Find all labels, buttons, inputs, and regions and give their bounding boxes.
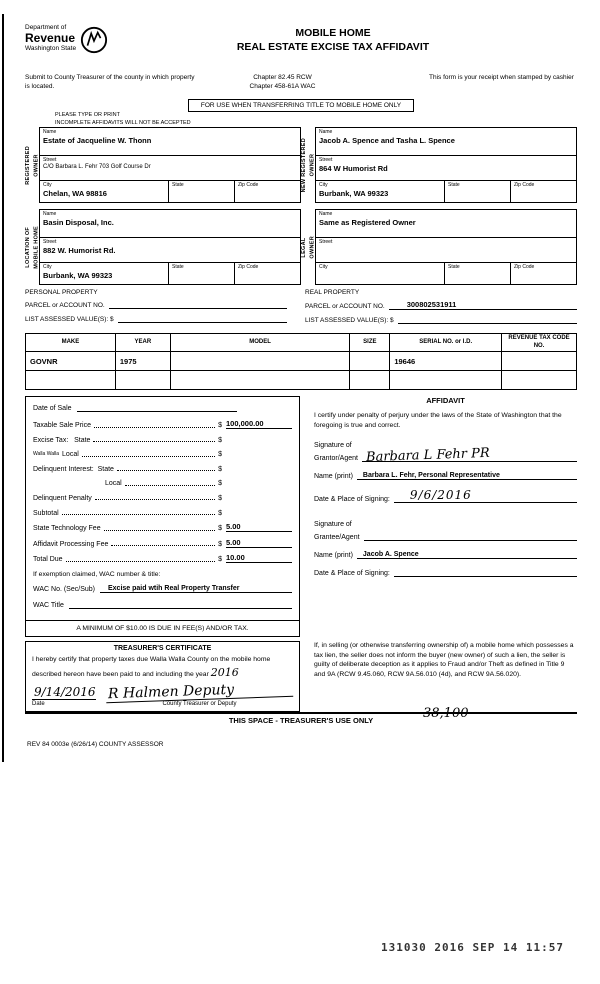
location-city: Burbank, WA 99323 [43,271,113,280]
table-row [26,371,577,390]
cell-year: 1975 [115,352,170,371]
name-print-label: Name (print) [314,552,353,560]
fee-amount: 5.00 [226,538,292,548]
dotted-leader [111,545,215,546]
mobile-home-location-section [25,209,301,285]
signature-of-label: Signature of [314,442,352,450]
treasurer-date-handwriting: 9/14/2016 [34,684,96,699]
owner-sections [25,127,577,285]
grantee-name-underline [357,549,577,559]
dotted-leader [66,561,216,562]
real-property-title: REAL PROPERTY [305,289,360,296]
fee-amount [226,493,292,502]
legal-owner-box [315,209,577,285]
legal-owner-section [301,209,577,285]
city-state-zip-row [316,263,576,284]
new-registered-owner-box [315,127,577,203]
dor-logo-icon [80,26,108,54]
treasurer-signer-cell [106,683,293,707]
real-parcel-underline [389,300,577,310]
dollar-sign: $ [218,480,222,488]
fee-label: Total Due [33,556,63,564]
header-make: MAKE [26,334,116,352]
state-label: State [448,264,460,270]
receipt-note: This form is your receipt when stamped by cashier [429,74,574,81]
grantor-signature-underline [362,445,577,466]
city-field [316,263,444,284]
zip-label: Zip Code [238,264,259,270]
street-field [316,238,576,263]
fee-label: Taxable Sale Price [33,422,91,429]
registered-owner-section [25,127,301,203]
city-field [316,181,444,202]
wac-number-value: Excise paid wtih Real Property Transfer [107,584,240,592]
treasurer-use-only-strip [25,706,577,725]
grantee-agent-label: Grantee/Agent [314,534,360,542]
fee-amount: 10.00 [226,553,292,563]
date-of-sale-blank [77,403,237,412]
location-street: 882 W. Humorist Rd. [43,246,116,255]
location-name: Basin Disposal, Inc. [43,218,114,227]
dollar-sign: $ [218,509,222,517]
fee-line-excise-state [33,435,292,444]
grantor-signature-handwriting: Barbara L Fehr PR [365,445,490,466]
treasurer-signature-handwriting: R Halmen Deputy [106,680,293,704]
name-field [40,128,300,156]
dotted-leader [93,441,215,442]
instructions-row [25,74,577,92]
street-label: Street [319,157,333,163]
fee-amount [226,508,292,517]
side-label-line1: REGISTERED [24,145,31,185]
location-box [39,209,301,285]
street-field [40,238,300,263]
city-label: City [43,182,52,188]
zip-field [510,181,576,202]
side-label-line1: LOCATION OF [24,226,31,268]
cell-size [350,371,390,390]
street-field [40,156,300,181]
header-year: YEAR [115,334,170,352]
fee-line-delinquent-interest-local [33,478,292,487]
chapter-wac: Chapter 458-61A WAC [249,82,316,90]
parcel-section [25,289,577,329]
cell-model [170,371,350,390]
name-field [316,210,576,238]
state-label: State [172,182,184,188]
dollar-sign: $ [218,465,222,473]
city-state-zip-row [40,263,300,284]
dollar-sign: $ [218,556,222,564]
form-title-line1: MOBILE HOME [295,27,371,39]
city-field [40,263,168,284]
real-property-block [301,289,577,329]
zip-field [234,181,300,202]
personal-property-title: PERSONAL PROPERTY [25,289,98,296]
fee-amount [226,449,292,458]
dotted-leader [82,456,215,457]
grantee-signature-underline [364,531,577,541]
signature-of-label: Signature of [314,521,352,529]
grantor-agent-label: Grantor/Agent [314,455,358,463]
fee-amount: 100,000.00 [226,419,292,429]
exemption-note: If exemption claimed, WAC number & title: [33,570,161,578]
table-row [26,352,577,371]
real-parcel-number: 300802531911 [406,300,457,309]
fee-label: Affidavit Processing Fee [33,540,109,548]
new-registered-owner-street: 864 W Humorist Rd [319,164,388,173]
fee-line-state-technology-fee [33,522,292,532]
fee-label: Excise Tax: State [33,436,91,444]
registered-owner-city: Chelan, WA 98816 [43,189,107,198]
header-size: SIZE [350,334,390,352]
name-field [316,128,576,156]
treasurer-use-only-label: THIS SPACE - TREASURER'S USE ONLY [228,716,374,725]
minimum-fee-notice: A MINIMUM OF $10.00 IS DUE IN FEE(S) AND/OR TAX. [26,620,299,636]
wac-title-label: WAC Title [33,601,64,609]
side-label-line2: OWNER [309,235,315,259]
fee-label: Local [62,451,79,459]
wac-number-underline [100,583,292,593]
scan-edge-line [2,14,4,762]
new-registered-owner-section [301,127,577,203]
city-field [40,181,168,202]
county-name-prefix: Walla Walla [33,451,60,458]
fee-line-total-due [33,553,292,563]
real-parcel-line [305,300,577,310]
name-field [40,210,300,238]
grantee-date-place-line [314,567,577,577]
legal-owner-side-label [301,209,315,285]
registered-owner-street: C/O Barbara L. Fehr 703 Golf Course Dr [43,164,151,170]
date-of-sale-line [33,403,292,412]
grantee-printed-name: Jacob A. Spence [362,551,419,559]
form-revision-note: REV 84 0003e (6/26/14) COUNTY ASSESSOR [27,741,164,748]
dotted-leader [125,485,215,486]
mobile-home-table [25,333,577,390]
fee-label: Delinquent Interest: State [33,465,114,473]
city-label: City [319,182,328,188]
street-label: Street [43,157,57,163]
personal-assessed-blank [118,314,287,323]
form-header [25,24,577,54]
fee-amount: 5.00 [226,522,292,532]
county-treasurer-label: County Treasurer or Deputy [162,700,237,707]
zip-label: Zip Code [238,182,259,188]
street-label: Street [43,239,57,245]
grantee-name-line [314,549,577,559]
dollar-sign: $ [218,494,222,502]
side-label-line1: NEW REGISTERED [300,137,307,193]
chapter-rcw: Chapter 82.45 RCW [253,74,312,81]
fee-label: Delinquent Penalty [33,494,92,502]
city-state-zip-row [40,181,300,202]
new-registered-owner-side-label [301,127,315,203]
received-date-stamp: 131030 2016 SEP 14 11:57 [381,941,564,954]
fee-amount [226,435,292,444]
date-of-sale-label: Date of Sale [33,405,72,412]
wac-title-line [33,599,292,609]
cell-size [350,352,390,371]
date-place-label: Date & Place of Signing: [314,570,390,578]
header-serial: SERIAL NO. or I.D. [390,334,502,352]
street-label: Street [319,239,333,245]
street-field [316,156,576,181]
cell-model [170,352,350,371]
fee-line-delinquent-penalty [33,493,292,502]
wac-number-label: WAC No. (Sec/Sub) [33,585,95,593]
use-box-row [25,94,577,112]
cell-serial: 19646 [390,352,502,371]
form-title [175,24,577,54]
affidavit-title: AFFIDAVIT [426,396,465,405]
tax-lien-warning: If, in selling (or otherwise transferring ownership of) a mobile home which possesses a tax lien, the seller does not inform the buyer (new owner) of such a lien, the seller is guilty of deliberate deception as it applies to Fraud and/or Theft as defined in Title 9 and 9A (RCW 9.45.060, RCW 9A.56.010 (4d), and RCW 9A.56.020). [314,642,574,678]
city-label: City [43,264,52,270]
washington-state-label: Washington State [25,45,77,52]
bottom-columns [25,641,577,712]
personal-property-block [25,289,301,329]
main-columns [25,396,577,637]
state-field [444,181,510,202]
fee-amount [226,478,292,487]
dollar-sign: $ [218,525,222,533]
grantee-date-underline [394,567,577,577]
state-field [168,263,234,284]
fee-line-local [33,449,292,458]
registered-owner-box [39,127,301,203]
dotted-leader [95,499,215,500]
treasurers-certificate-title: TREASURER'S CERTIFICATE [113,645,212,652]
header-model: MODEL [170,334,350,352]
print-notes [55,111,191,128]
treasurers-certify-body: I hereby certify that property taxes due Walla Walla County on the mobile home described hereon have been paid to and including the year [32,656,271,678]
treasurer-signature-row [32,683,293,707]
city-label: City [319,264,328,270]
personal-assessed-line [25,314,287,323]
grantor-date-underline [394,488,577,503]
wac-number-line [33,583,292,593]
grantor-date-handwriting: 9/6/2016 [409,488,472,503]
state-field [168,181,234,202]
dept-of-label: Department of [25,24,67,31]
real-assessed-line [305,315,577,324]
state-field [444,263,510,284]
fee-amount [226,464,292,473]
dollar-sign: $ [218,422,222,429]
table-header-row [26,334,577,352]
date-place-label: Date & Place of Signing: [314,496,390,504]
dotted-leader [104,530,216,531]
grantor-name-line [314,470,577,480]
treasurers-certificate [25,641,300,712]
cell-revenue-code [502,352,577,371]
please-type-note: PLEASE TYPE OR PRINT [55,112,121,118]
dotted-leader [117,470,215,471]
submit-note: Submit to County Treasurer of the county in which property is located. [25,74,195,90]
wac-title-blank [69,599,292,609]
dollar-sign: $ [218,436,222,444]
registered-owner-name: Estate of Jacqueline W. Thonn [43,136,152,145]
fees-section [25,396,300,637]
tax-year-handwriting: 2016 [210,665,239,679]
grantor-date-place-line [314,488,577,503]
affidavit-section [300,396,577,637]
side-label-line2: MOBILE HOME [33,225,39,269]
parcel-label: PARCEL or ACCOUNT NO. [25,302,105,309]
personal-parcel-line [25,300,287,309]
legal-owner-name: Same as Registered Owner [319,218,416,227]
fee-line-affidavit-processing-fee [33,538,292,548]
date-label: Date [32,700,45,707]
cell-revenue-code [502,371,577,390]
dotted-leader [62,514,215,515]
cell-make [26,371,116,390]
location-side-label [25,209,39,285]
zip-field [234,263,300,284]
treasurers-certify-text [32,655,293,680]
side-label-line1: LEGAL [300,236,307,258]
state-label: State [172,264,184,270]
dor-logo-text [25,24,76,52]
cell-make: GOVNR [26,352,116,371]
fee-line-subtotal [33,508,292,517]
parcel-label: PARCEL or ACCOUNT NO. [305,303,385,310]
dollar-sign: $ [218,540,222,548]
city-state-zip-row [316,181,576,202]
grantor-name-underline [357,470,577,480]
personal-parcel-blank [109,300,287,309]
header-revenue-code: REVENUE TAX CODE NO. [502,334,577,352]
handwritten-assessed-amount: 38,100 [423,706,469,721]
name-label: Name [43,211,57,217]
dollar-sign: $ [218,451,222,459]
assessed-label: LIST ASSESSED VALUE(S): $ [305,317,394,324]
zip-label: Zip Code [514,264,535,270]
new-registered-owner-name: Jacob A. Spence and Tasha L. Spence [319,136,455,145]
fee-line-taxable-sale-price [33,419,292,429]
grantee-signature-line [314,531,577,541]
dor-logo [25,24,175,54]
name-print-label: Name (print) [314,473,353,481]
name-label: Name [319,129,333,135]
affidavit-certify-text: I certify under penalty of perjury under the laws of the State of Washington that the foregoing is true and correct. [314,412,562,429]
fee-label: Local [105,480,122,488]
registered-owner-side-label [25,127,39,203]
incomplete-note: INCOMPLETE AFFIDAVITS WILL NOT BE ACCEPTED [55,120,191,127]
new-registered-owner-city: Burbank, WA 99323 [319,189,389,198]
grantor-printed-name: Barbara L. Fehr, Personal Representative [362,472,500,480]
side-label-line2: OWNER [33,153,39,177]
real-assessed-blank [398,315,577,324]
state-label: State [448,182,460,188]
cell-serial [390,371,502,390]
zip-label: Zip Code [514,182,535,188]
fee-label: State Technology Fee [33,525,101,533]
revenue-label: Revenue [25,31,76,45]
assessed-label: LIST ASSESSED VALUE(S): $ [25,316,114,323]
form-title-line2: REAL ESTATE EXCISE TAX AFFIDAVIT [236,41,430,54]
zip-field [510,263,576,284]
fee-label: Subtotal [33,509,59,517]
name-label: Name [319,211,333,217]
chapter-references [200,74,365,92]
side-label-line2: OWNER [309,153,315,177]
name-label: Name [43,129,57,135]
treasurer-date-cell [32,685,96,707]
fee-line-delinquent-interest-state [33,464,292,473]
dotted-leader [94,427,215,428]
cell-year [115,371,170,390]
transfer-use-notice: FOR USE WHEN TRANSFERRING TITLE TO MOBILE HOME ONLY [188,99,414,112]
